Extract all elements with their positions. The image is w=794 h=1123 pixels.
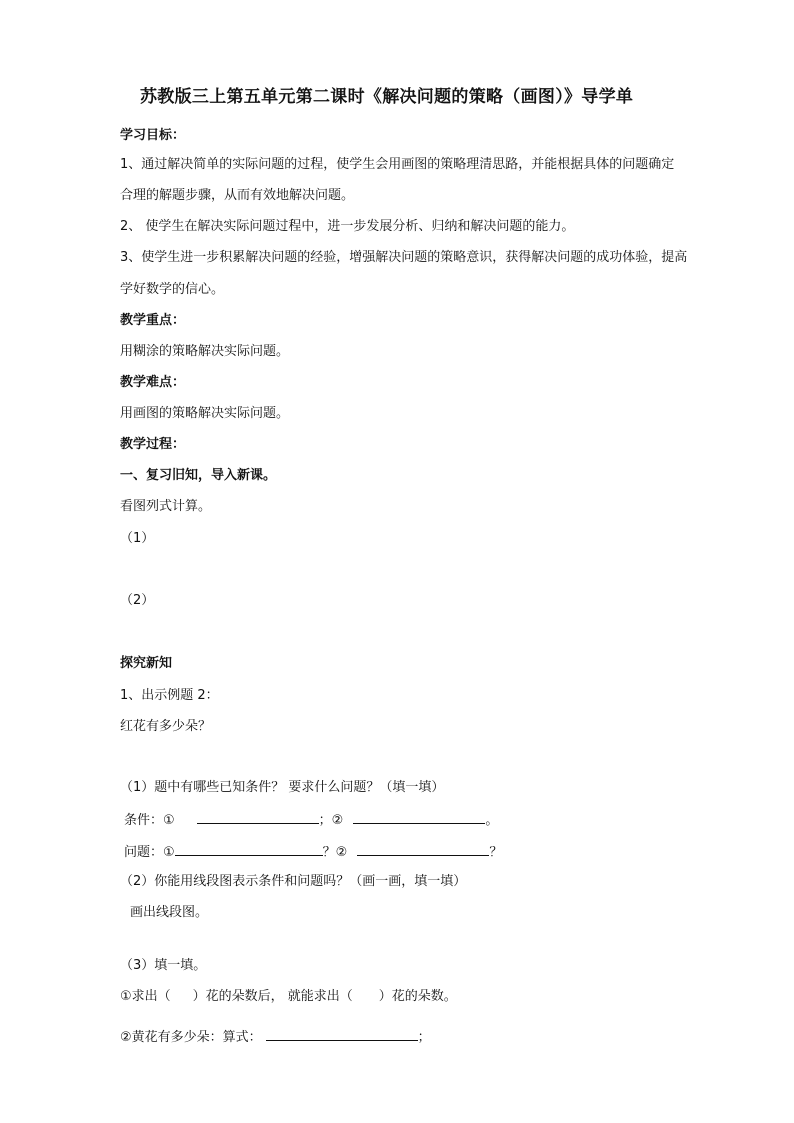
fill-1-part-c: ）花的朵数。	[378, 989, 457, 1004]
process-heading: 教学过程：	[120, 437, 186, 452]
goal-3-line-2: 学好数学的信心。	[120, 282, 225, 297]
problem-2-blank[interactable]	[357, 842, 489, 856]
fill-2-blank[interactable]	[266, 1027, 418, 1041]
goal-3-line-1: 3、使学生进一步积累解决问题的经验，增强解决问题的策略意识，获得解决问题的成功体验，提高	[120, 250, 688, 265]
problem-1-blank[interactable]	[175, 842, 323, 856]
problems-label: 问题：①	[124, 845, 175, 860]
problems-row	[124, 842, 502, 862]
draw-instruction: 画出线段图。	[130, 905, 209, 920]
goal-1-line-1: 1、通过解决简单的实际问题的过程，使学生会用画图的策略理清思路，并能根据具体的问题确定	[120, 157, 675, 172]
fill-2-label: ②黄花有多少朵：算式：	[120, 1030, 262, 1045]
goals-heading: 学习目标：	[120, 128, 186, 143]
section-1-heading: 一、复习旧知，导入新课。	[120, 468, 277, 483]
exercise-2-label: （2）	[120, 593, 155, 608]
question-text: 红花有多少朵？	[120, 719, 212, 734]
goal-1-line-2: 合理的解题步骤，从而有效地解决问题。	[120, 188, 355, 203]
fill-2-row	[120, 1027, 431, 1047]
fill-1-part-b: ）花的朵数后， 就能求出（	[192, 989, 353, 1004]
problems-end: ？	[489, 845, 503, 860]
conditions-separator: ；②	[318, 813, 344, 828]
problems-separator: ？②	[322, 845, 348, 860]
page-title: 苏教版三上第五单元第二课时《解决问题的策略（画图）》导学单	[140, 87, 634, 107]
conditions-row	[124, 810, 498, 830]
key-point-text: 用糊涂的策略解决实际问题。	[120, 344, 290, 359]
question-2: （2）你能用线段图表示条件和问题吗？（画一画，填一填）	[120, 874, 467, 889]
conditions-end: 。	[485, 813, 499, 828]
condition-1-blank[interactable]	[197, 810, 319, 824]
goal-2: 2、 使学生在解决实际问题过程中，进一步发展分析、归纳和解决问题的能力。	[120, 219, 575, 234]
difficulty-text: 用画图的策略解决实际问题。	[120, 406, 290, 421]
fill-1-part-a: ①求出（	[120, 989, 171, 1004]
instruction-text: 看图列式计算。	[120, 499, 212, 514]
example-label: 1、出示例题 2：	[120, 688, 219, 703]
exercise-1-label: （1）	[120, 531, 155, 546]
fill-2-end: ；	[417, 1030, 431, 1045]
conditions-label: 条件：①	[124, 813, 175, 828]
question-1: （1）题中有哪些已知条件？ 要求什么问题？（填一填）	[120, 780, 445, 795]
difficulty-heading: 教学难点：	[120, 375, 186, 390]
question-3: （3）填一填。	[120, 958, 207, 973]
fill-1-row	[120, 988, 457, 1006]
explore-heading: 探究新知	[120, 656, 173, 671]
key-point-heading: 教学重点：	[120, 313, 186, 328]
condition-2-blank[interactable]	[353, 810, 485, 824]
